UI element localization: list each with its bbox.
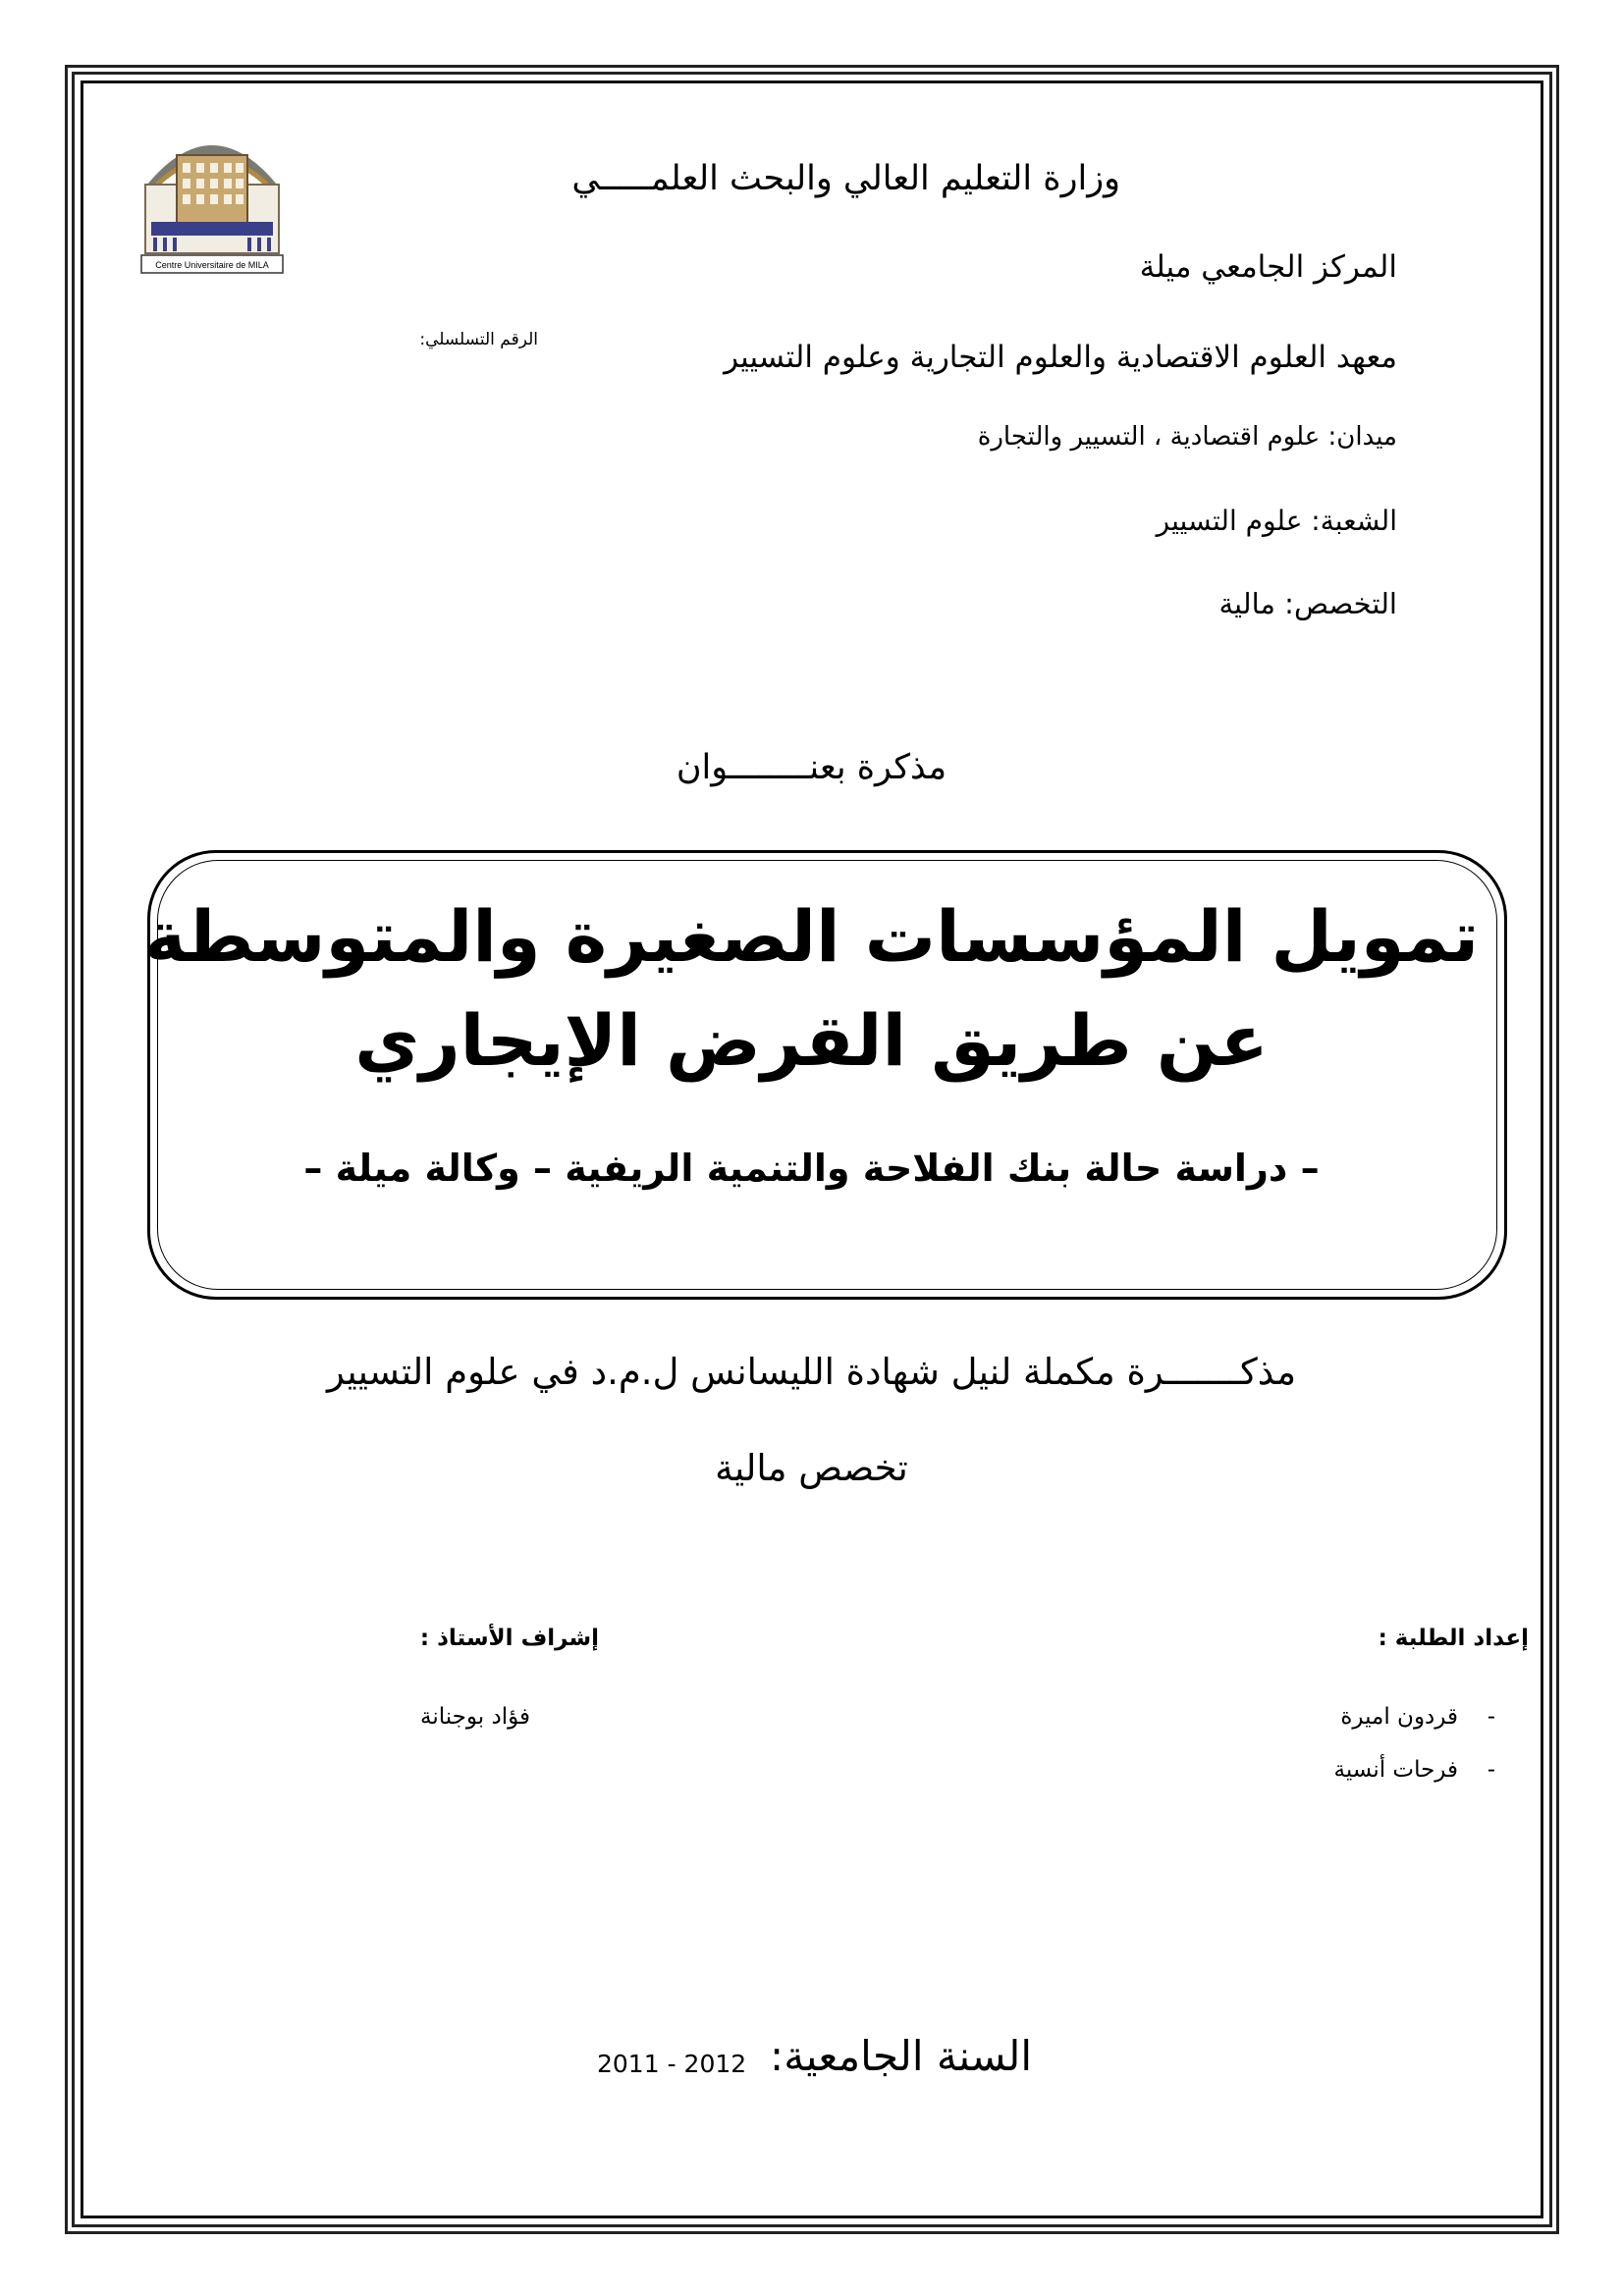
thesis-title-line1: تمويل المؤسسات الصغيرة والمتوسطة <box>143 895 1480 978</box>
list-bullet: - <box>1487 1757 1495 1783</box>
list-bullet: - <box>1487 1704 1495 1730</box>
academic-year-label: السنة الجامعية: <box>770 2032 1032 2080</box>
student-name: فرحات أنسية <box>1333 1757 1458 1783</box>
student-name: قردون اميرة <box>1340 1704 1458 1730</box>
university-logo <box>137 116 287 275</box>
thesis-subtitle: – دراسة حالة بنك الفلاحة والتنمية الريفية – وكالة ميلة – <box>303 1147 1320 1190</box>
field-label: ميدان: علوم اقتصادية ، التسيير والتجارة <box>977 422 1397 452</box>
students-label: إعداد الطلبة : <box>1378 1626 1529 1651</box>
academic-year-value: 2011 - 2012 <box>597 2050 747 2078</box>
serial-number-label: الرقم التسلسلي: <box>419 330 538 349</box>
supervisor-label: إشراف الأستاذ : <box>419 1626 599 1651</box>
university-logo-icon <box>137 116 287 275</box>
thesis-title-line2: عن طريق القرض الإيجاري <box>354 999 1269 1082</box>
ministry-name: وزارة التعليم العالي والبحث العلمـــــي <box>571 159 1120 198</box>
supervisor-name: فؤاد بوجنانة <box>419 1704 530 1730</box>
institute-name: معهد العلوم الاقتصادية والعلوم التجارية وعلوم التسيير <box>724 340 1397 375</box>
memo-heading: مذكرة بعنــــــــوان <box>676 748 947 787</box>
logo-caption: Centre Universitaire de MILA <box>155 260 269 270</box>
branch-label: الشعبة: علوم التسيير <box>1156 505 1397 537</box>
degree-description: مذكـــــــرة مكملة لنيل شهادة الليسانس ل.م.د في علوم التسيير <box>326 1351 1297 1393</box>
specialty-label: التخصص: مالية <box>1218 587 1397 620</box>
university-center: المركز الجامعي ميلة <box>1139 249 1397 285</box>
degree-specialty: تخصص مالية <box>715 1447 908 1489</box>
